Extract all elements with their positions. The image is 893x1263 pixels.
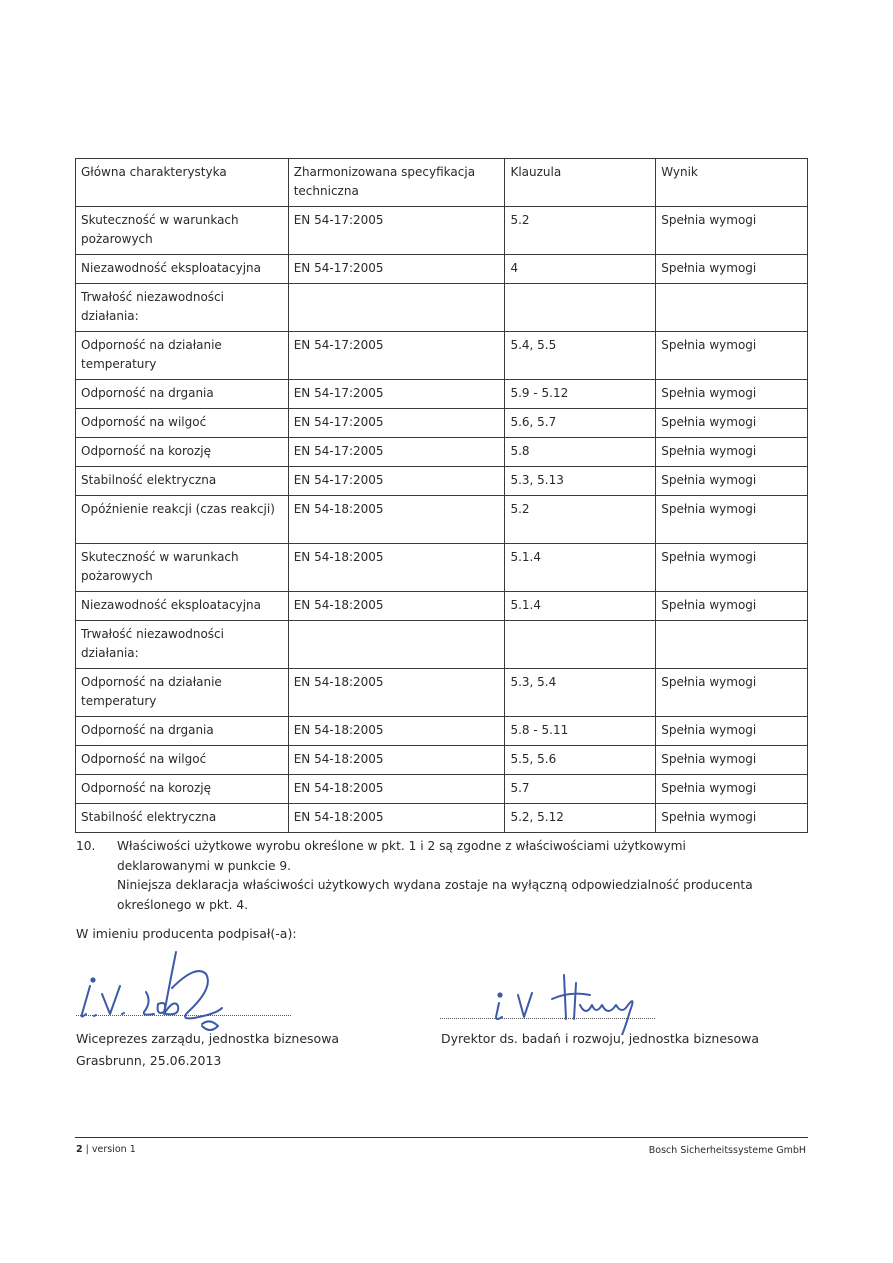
table-row	[76, 207, 808, 255]
version-label: version 1	[91, 1144, 136, 1155]
sig-stroke	[94, 1015, 96, 1016]
cell-specification: EN 54-18:2005	[288, 592, 505, 621]
cell-result: Spełnia wymogi	[656, 746, 808, 775]
cell-specification: EN 54-17:2005	[288, 207, 505, 255]
footer-separator: |	[82, 1144, 92, 1155]
cell-clause: 5.7	[505, 775, 656, 804]
cell-result: Spełnia wymogi	[656, 592, 808, 621]
footer-divider	[75, 1137, 808, 1138]
point-number: 10.	[76, 839, 96, 853]
table-row	[76, 717, 808, 746]
cell-result: Spełnia wymogi	[656, 332, 808, 380]
sig-stroke	[518, 993, 532, 1017]
cell-result: Spełnia wymogi	[656, 207, 808, 255]
cell-clause	[505, 621, 656, 669]
cell-specification: EN 54-18:2005	[288, 804, 505, 833]
point-line: Właściwości użytkowe wyrobu określone w pkt. 1 i 2 są zgodne z właściwościami użytkowymi	[117, 839, 686, 853]
point-line: określonego w pkt. 4.	[117, 897, 249, 912]
footer-company: Bosch Sicherheitssysteme GmbH	[648, 1145, 806, 1156]
sig-stroke	[574, 983, 576, 1019]
signatory-right-title: Dyrektor ds. badań i rozwoju, jednostka biznesowa	[441, 1031, 760, 1046]
cell-clause: 5.2	[505, 496, 656, 544]
sig-stroke	[552, 994, 590, 999]
cell-clause: 5.1.4	[505, 544, 656, 592]
cell-result	[656, 284, 808, 332]
cell-specification: EN 54-17:2005	[288, 409, 505, 438]
page-number: 2	[76, 1144, 83, 1155]
table-row	[76, 467, 808, 496]
cell-result: Spełnia wymogi	[656, 669, 808, 717]
cell-characteristic: Odporność na drgania	[76, 717, 289, 746]
cell-characteristic: Odporność na korozję	[76, 438, 289, 467]
cell-clause: 5.4, 5.5	[505, 332, 656, 380]
cell-clause: 5.8 - 5.11	[505, 717, 656, 746]
cell-characteristic: Opóźnienie reakcji (czas reakcji)	[76, 496, 289, 544]
cell-characteristic: Skuteczność w warunkach pożarowych	[76, 544, 289, 592]
sig-stroke	[102, 986, 120, 1014]
table-row	[76, 592, 808, 621]
cell-characteristic: Odporność na działanie temperatury	[76, 669, 289, 717]
sig-stroke	[580, 1001, 633, 1035]
cell-specification	[288, 284, 505, 332]
sig-stroke	[158, 1003, 166, 1013]
table-row	[76, 746, 808, 775]
cell-characteristic: Odporność na wilgoć	[76, 409, 289, 438]
sig-dot	[91, 978, 94, 981]
cell-clause: 5.3, 5.13	[505, 467, 656, 496]
cell-specification: EN 54-17:2005	[288, 255, 505, 284]
table-row	[76, 284, 808, 332]
cell-clause: 5.9 - 5.12	[505, 380, 656, 409]
cell-specification: EN 54-17:2005	[288, 438, 505, 467]
cell-result	[656, 621, 808, 669]
cell-specification	[288, 621, 505, 669]
cell-clause: 5.3, 5.4	[505, 669, 656, 717]
cell-specification: EN 54-18:2005	[288, 544, 505, 592]
place-and-date: Grasbrunn, 25.06.2013	[76, 1053, 222, 1068]
cell-clause: 4	[505, 255, 656, 284]
cell-specification: EN 54-18:2005	[288, 496, 505, 544]
header-characteristic: Główna charakterystyka	[76, 159, 289, 207]
cell-result: Spełnia wymogi	[656, 775, 808, 804]
cell-clause: 5.1.4	[505, 592, 656, 621]
signature-right-image	[440, 965, 660, 1035]
cell-result: Spełnia wymogi	[656, 438, 808, 467]
signed-by-label: W imieniu producenta podpisał(-a):	[76, 926, 297, 941]
table-row	[76, 255, 808, 284]
table-row	[76, 775, 808, 804]
header-clause: Klauzula	[505, 159, 656, 207]
sig-stroke	[202, 1021, 218, 1030]
cell-specification: EN 54-18:2005	[288, 717, 505, 746]
footer-page-version	[76, 1144, 136, 1155]
table-row	[76, 438, 808, 467]
cell-clause: 5.6, 5.7	[505, 409, 656, 438]
table-row	[76, 409, 808, 438]
cell-characteristic: Stabilność elektryczna	[76, 804, 289, 833]
sig-stroke	[122, 1013, 124, 1014]
table-row	[76, 804, 808, 833]
sig-stroke	[172, 971, 222, 1018]
table-row	[76, 496, 808, 544]
point-line: Niniejsza deklaracja właściwości użytkowych wydana zostaje na wyłączną odpowiedzialność producenta	[117, 878, 753, 892]
cell-characteristic: Odporność na korozję	[76, 775, 289, 804]
performance-table	[75, 158, 808, 833]
cell-characteristic: Niezawodność eksploatacyjna	[76, 255, 289, 284]
table-header-row	[76, 159, 808, 207]
cell-characteristic: Niezawodność eksploatacyjna	[76, 592, 289, 621]
cell-result: Spełnia wymogi	[656, 717, 808, 746]
cell-result: Spełnia wymogi	[656, 804, 808, 833]
cell-characteristic: Trwałość niezawodności działania:	[76, 621, 289, 669]
cell-characteristic: Skuteczność w warunkach pożarowych	[76, 207, 289, 255]
cell-result: Spełnia wymogi	[656, 496, 808, 544]
cell-result: Spełnia wymogi	[656, 409, 808, 438]
signatory-left-title: Wiceprezes zarządu, jednostka biznesowa	[76, 1031, 340, 1046]
cell-clause: 5.8	[505, 438, 656, 467]
cell-result: Spełnia wymogi	[656, 467, 808, 496]
cell-clause: 5.5, 5.6	[505, 746, 656, 775]
cell-clause	[505, 284, 656, 332]
cell-specification: EN 54-17:2005	[288, 332, 505, 380]
cell-specification: EN 54-18:2005	[288, 746, 505, 775]
cell-specification: EN 54-17:2005	[288, 467, 505, 496]
sig-stroke	[496, 1003, 502, 1019]
sig-stroke	[144, 992, 154, 1015]
cell-specification: EN 54-18:2005	[288, 669, 505, 717]
header-result: Wynik	[656, 159, 808, 207]
point-line: deklarowanymi w punkcie 9.	[117, 858, 292, 873]
cell-characteristic: Odporność na drgania	[76, 380, 289, 409]
point-text	[117, 837, 817, 915]
cell-specification: EN 54-17:2005	[288, 380, 505, 409]
cell-result: Spełnia wymogi	[656, 255, 808, 284]
cell-characteristic: Trwałość niezawodności działania:	[76, 284, 289, 332]
table-row	[76, 544, 808, 592]
signature-left-image	[76, 942, 306, 1032]
table-row	[76, 380, 808, 409]
sig-stroke	[82, 986, 91, 1017]
cell-clause: 5.2, 5.12	[505, 804, 656, 833]
cell-result: Spełnia wymogi	[656, 380, 808, 409]
header-specification: Zharmonizowana specyfikacja techniczna	[288, 159, 505, 207]
sig-stroke	[564, 975, 566, 1019]
cell-characteristic: Odporność na wilgoć	[76, 746, 289, 775]
cell-characteristic: Stabilność elektryczna	[76, 467, 289, 496]
table-row	[76, 332, 808, 380]
cell-specification: EN 54-18:2005	[288, 775, 505, 804]
table-row	[76, 669, 808, 717]
cell-clause: 5.2	[505, 207, 656, 255]
cell-result: Spełnia wymogi	[656, 544, 808, 592]
sig-dot	[498, 993, 501, 996]
cell-characteristic: Odporność na działanie temperatury	[76, 332, 289, 380]
table-row	[76, 621, 808, 669]
